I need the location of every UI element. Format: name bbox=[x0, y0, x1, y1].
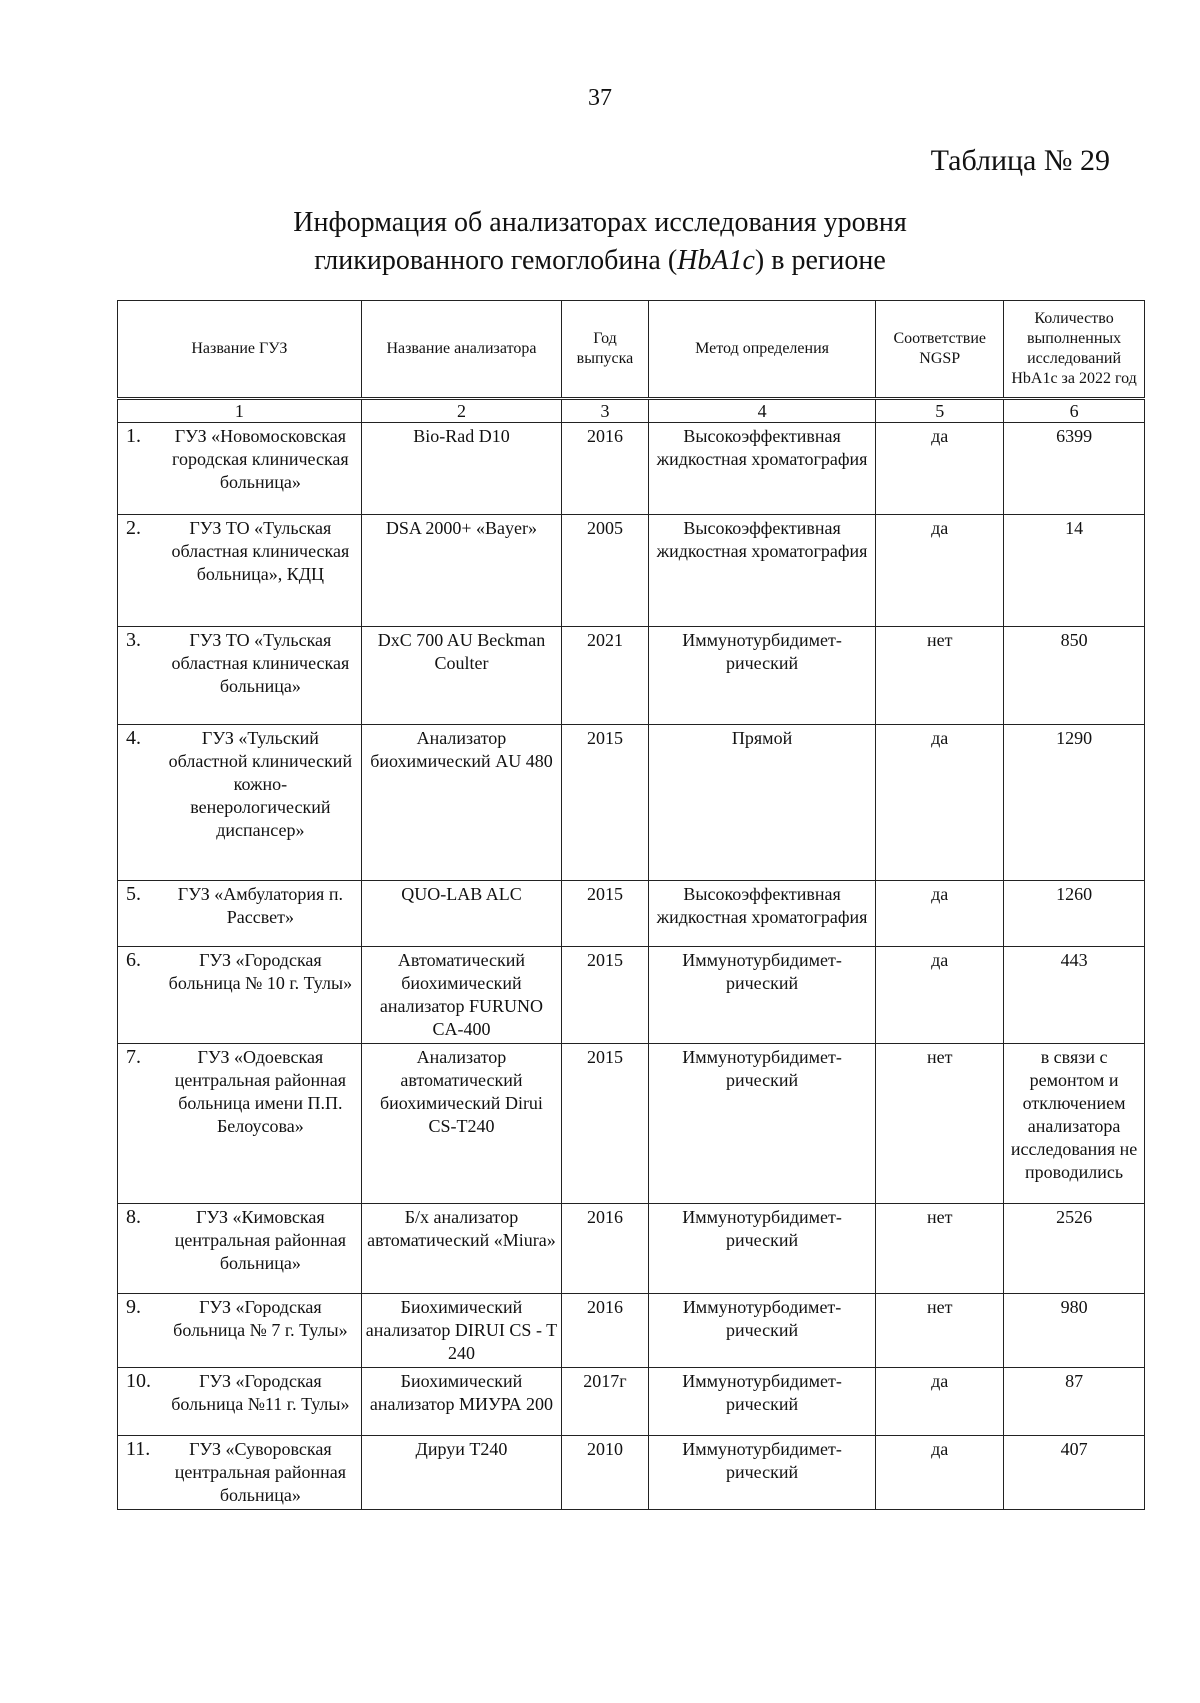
guz-name-cell bbox=[118, 1368, 362, 1436]
analyzer-name-cell: DxC 700 AU Beckman Coulter bbox=[361, 627, 561, 725]
header-method: Метод определения bbox=[648, 301, 876, 399]
row-number: 10. bbox=[126, 1370, 151, 1392]
count-cell: 443 bbox=[1004, 947, 1145, 1044]
method-cell: Иммунотурбидимет-рический bbox=[648, 947, 876, 1044]
header-analyzer-name: Название анализатора bbox=[361, 301, 561, 399]
count-cell: 87 bbox=[1004, 1368, 1145, 1436]
ngsp-cell: да bbox=[876, 423, 1004, 515]
row-number: 11. bbox=[126, 1438, 151, 1460]
analyzer-name-cell: Биохимический анализатор МИУРА 200 bbox=[361, 1368, 561, 1436]
guz-name-cell bbox=[118, 725, 362, 881]
year-cell: 2015 bbox=[562, 947, 649, 1044]
row-number: 9. bbox=[126, 1296, 141, 1318]
column-numbers-row bbox=[118, 399, 1145, 423]
ngsp-cell: нет bbox=[876, 1204, 1004, 1294]
count-cell: 1290 bbox=[1004, 725, 1145, 881]
title-line-2-after: ) в регионе bbox=[754, 245, 886, 276]
analyzer-name-cell: Дируи Т240 bbox=[361, 1436, 561, 1510]
row-number: 4. bbox=[126, 727, 141, 749]
count-cell: 850 bbox=[1004, 627, 1145, 725]
ngsp-cell: да bbox=[876, 725, 1004, 881]
document-title bbox=[0, 204, 1200, 280]
method-cell: Высокоэффективная жидкостная хроматография bbox=[648, 515, 876, 627]
guz-name-cell bbox=[118, 627, 362, 725]
table-row bbox=[118, 1294, 1145, 1368]
guz-name-cell bbox=[118, 1294, 362, 1368]
guz-name: ГУЗ ТО «Тульская областная клиническая больница», КДЦ bbox=[171, 518, 350, 584]
page-number: 37 bbox=[588, 85, 612, 111]
guz-name: ГУЗ «Городская больница № 7 г. Тулы» bbox=[173, 1297, 348, 1340]
guz-name-cell bbox=[118, 1436, 362, 1510]
column-number: 5 bbox=[876, 399, 1004, 423]
table-header-row bbox=[118, 301, 1145, 399]
column-number: 4 bbox=[648, 399, 876, 423]
year-cell: 2016 bbox=[562, 1204, 649, 1294]
row-number: 8. bbox=[126, 1206, 141, 1228]
year-cell: 2015 bbox=[562, 881, 649, 947]
count-cell: в связи с ремонтом и отключением анализатора исследования не проводились bbox=[1004, 1044, 1145, 1204]
ngsp-cell: да bbox=[876, 515, 1004, 627]
guz-name: ГУЗ «Кимовская центральная районная больница» bbox=[174, 1207, 346, 1273]
column-number: 2 bbox=[361, 399, 561, 423]
analyzer-name-cell: Bio-Rad D10 bbox=[361, 423, 561, 515]
table-row bbox=[118, 725, 1145, 881]
ngsp-cell: да bbox=[876, 881, 1004, 947]
analyzer-name-cell: DSA 2000+ «Bayer» bbox=[361, 515, 561, 627]
guz-name-cell bbox=[118, 1204, 362, 1294]
row-number: 1. bbox=[126, 425, 141, 447]
guz-name: ГУЗ «Суворовская центральная районная больница» bbox=[174, 1439, 346, 1505]
method-cell: Иммунотурбидимет-рический bbox=[648, 627, 876, 725]
method-cell: Высокоэффективная жидкостная хроматография bbox=[648, 881, 876, 947]
guz-name: ГУЗ «Городская больница № 10 г. Тулы» bbox=[168, 950, 353, 993]
year-cell: 2010 bbox=[562, 1436, 649, 1510]
guz-name: ГУЗ «Амбулатория п. Рассвет» bbox=[177, 884, 343, 927]
table-row bbox=[118, 1044, 1145, 1204]
ngsp-cell: да bbox=[876, 947, 1004, 1044]
guz-name-cell bbox=[118, 423, 362, 515]
method-cell: Иммунотурбидимет-рический bbox=[648, 1436, 876, 1510]
guz-name: ГУЗ «Тульский областной клинический кожно-венерологический диспансер» bbox=[168, 728, 353, 840]
analyzer-name-cell: Анализатор автоматический биохимический Dirui CS-T240 bbox=[361, 1044, 561, 1204]
count-cell: 407 bbox=[1004, 1436, 1145, 1510]
method-cell: Иммунотурбодимет-рический bbox=[648, 1294, 876, 1368]
guz-name-cell bbox=[118, 947, 362, 1044]
table-row bbox=[118, 1436, 1145, 1510]
year-cell: 2005 bbox=[562, 515, 649, 627]
guz-name-cell bbox=[118, 1044, 362, 1204]
table-row bbox=[118, 881, 1145, 947]
year-cell: 2015 bbox=[562, 1044, 649, 1204]
year-cell: 2021 bbox=[562, 627, 649, 725]
header-year: Год выпуска bbox=[562, 301, 649, 399]
table-row bbox=[118, 947, 1145, 1044]
title-line-2-italic: HbA1c bbox=[677, 245, 755, 276]
row-number: 5. bbox=[126, 883, 141, 905]
ngsp-cell: нет bbox=[876, 1294, 1004, 1368]
table-row bbox=[118, 515, 1145, 627]
analyzer-name-cell: Б/х анализатор автоматический «Miura» bbox=[361, 1204, 561, 1294]
row-number: 3. bbox=[126, 629, 141, 651]
guz-name-cell bbox=[118, 515, 362, 627]
row-number: 6. bbox=[126, 949, 141, 971]
year-cell: 2015 bbox=[562, 725, 649, 881]
row-number: 7. bbox=[126, 1046, 141, 1068]
table-row bbox=[118, 1368, 1145, 1436]
row-number: 2. bbox=[126, 517, 141, 539]
table-row bbox=[118, 423, 1145, 515]
title-line-2-before: гликированного гемоглобина ( bbox=[314, 245, 678, 276]
count-cell: 14 bbox=[1004, 515, 1145, 627]
method-cell: Прямой bbox=[648, 725, 876, 881]
ngsp-cell: да bbox=[876, 1368, 1004, 1436]
count-cell: 6399 bbox=[1004, 423, 1145, 515]
method-cell: Иммунотурбидимет-рический bbox=[648, 1368, 876, 1436]
ngsp-cell: нет bbox=[876, 1044, 1004, 1204]
analyzer-name-cell: QUO-LAB ALC bbox=[361, 881, 561, 947]
analyzers-table bbox=[117, 300, 1145, 1510]
analyzer-name-cell: Автоматический биохимический анализатор FURUNO CA-400 bbox=[361, 947, 561, 1044]
guz-name-cell bbox=[118, 881, 362, 947]
guz-name: ГУЗ «Городская больница №11 г. Тулы» bbox=[171, 1371, 350, 1414]
ngsp-cell: да bbox=[876, 1436, 1004, 1510]
guz-name: ГУЗ ТО «Тульская областная клиническая больница» bbox=[171, 630, 350, 696]
count-cell: 2526 bbox=[1004, 1204, 1145, 1294]
header-guz-name: Название ГУЗ bbox=[118, 301, 362, 399]
column-number: 1 bbox=[118, 399, 362, 423]
header-ngsp: Соответствие NGSP bbox=[876, 301, 1004, 399]
analyzer-name-cell: Биохимический анализатор DIRUI CS - T 240 bbox=[361, 1294, 561, 1368]
year-cell: 2016 bbox=[562, 423, 649, 515]
title-line-1: Информация об анализаторах исследования уровня bbox=[293, 207, 907, 238]
table-label: Таблица № 29 bbox=[930, 144, 1110, 177]
header-count: Количество выполненных исследований HbA1c за 2022 год bbox=[1004, 301, 1145, 399]
analyzer-name-cell: Анализатор биохимический AU 480 bbox=[361, 725, 561, 881]
year-cell: 2016 bbox=[562, 1294, 649, 1368]
ngsp-cell: нет bbox=[876, 627, 1004, 725]
table-row bbox=[118, 627, 1145, 725]
title-line-2 bbox=[0, 242, 1200, 280]
year-cell: 2017г bbox=[562, 1368, 649, 1436]
method-cell: Иммунотурбидимет-рический bbox=[648, 1204, 876, 1294]
method-cell: Высокоэффективная жидкостная хроматография bbox=[648, 423, 876, 515]
column-number: 6 bbox=[1004, 399, 1145, 423]
table-row bbox=[118, 1204, 1145, 1294]
count-cell: 1260 bbox=[1004, 881, 1145, 947]
guz-name: ГУЗ «Новомосковская городская клиническая больница» bbox=[172, 426, 349, 492]
method-cell: Иммунотурбидимет-рический bbox=[648, 1044, 876, 1204]
count-cell: 980 bbox=[1004, 1294, 1145, 1368]
guz-name: ГУЗ «Одоевская центральная районная больница имени П.П. Белоусова» bbox=[174, 1047, 346, 1136]
column-number: 3 bbox=[562, 399, 649, 423]
